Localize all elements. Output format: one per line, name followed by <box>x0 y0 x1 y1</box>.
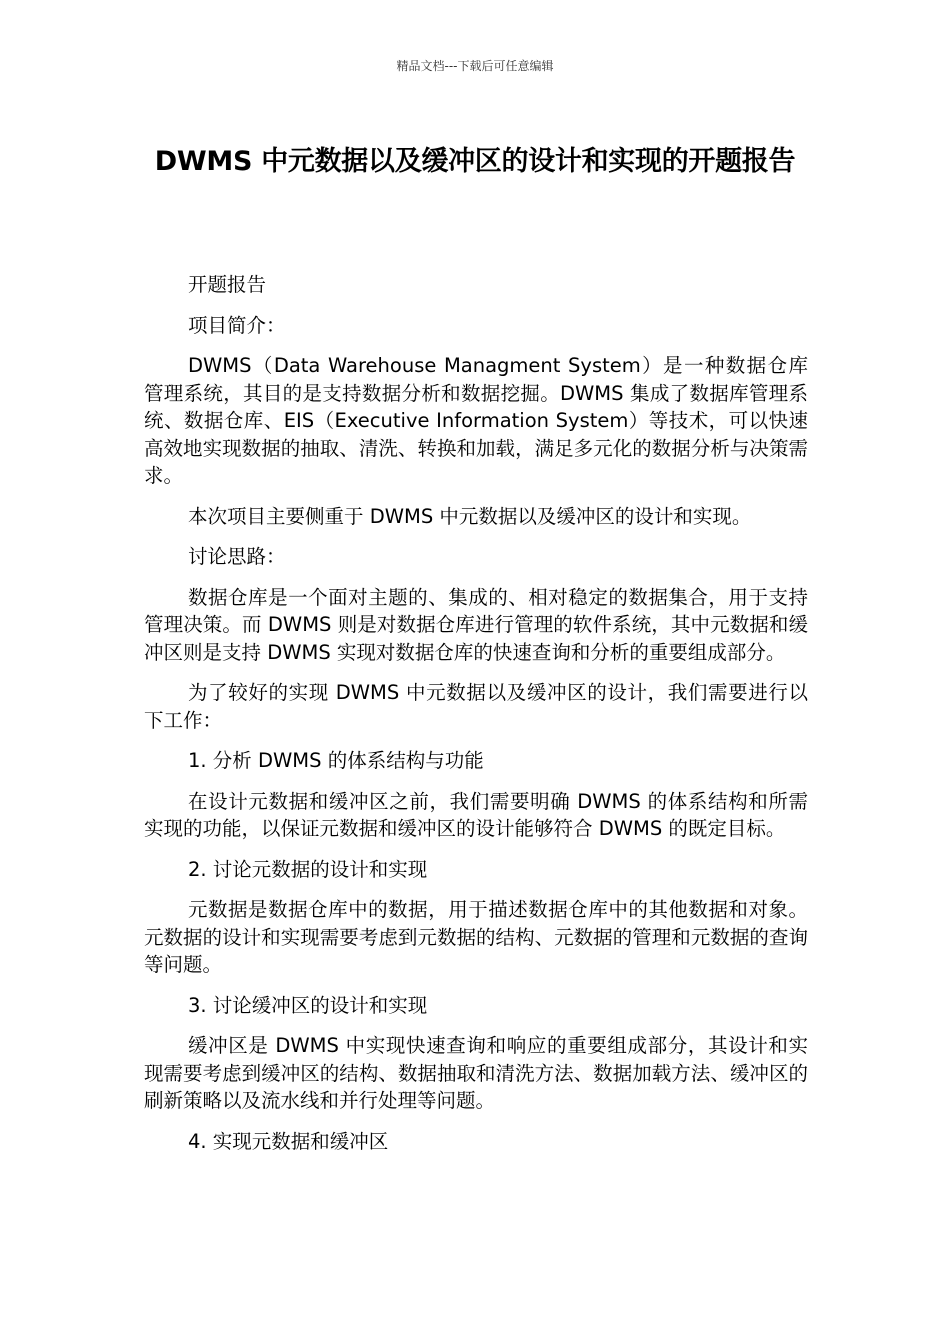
list-item-2-text: 元数据是数据仓库中的数据，用于描述数据仓库中的其他数据和对象。元数据的设计和实现需要考虑到元数据的结构、元数据的管理和元数据的查询等问题。 <box>144 898 808 976</box>
list-item-3-heading: 3. 讨论缓冲区的设计和实现 <box>188 993 428 1017</box>
list-item-1-heading: 1. 分析 DWMS 的体系结构与功能 <box>188 749 484 772</box>
paragraph-dwms-intro: DWMS（Data Warehouse Managment System）是一种数据仓库管理系统，其目的是支持数据分析和数据挖掘。DWMS 集成了数据库管理系统、数据仓库、EIS（Executive Information System）等技术，可以快速高效地实现数据的抽取、清洗、转换和加载，满足多元化的数据分析与决策需求。 <box>144 354 808 487</box>
paragraph-work-plan: 为了较好的实现 DWMS 中元数据以及缓冲区的设计，我们需要进行以下工作： <box>144 681 808 732</box>
section-heading-proposal: 开题报告 <box>188 273 267 296</box>
list-item-1-text: 在设计元数据和缓冲区之前，我们需要明确 DWMS 的体系结构和所需实现的功能，以保证元数据和缓冲区的设计能够符合 DWMS 的既定目标。 <box>144 789 808 840</box>
list-item-4-heading: 4. 实现元数据和缓冲区 <box>188 1129 389 1153</box>
list-item-2-heading: 2. 讨论元数据的设计和实现 <box>188 857 428 881</box>
section-heading-discussion: 讨论思路： <box>188 545 286 568</box>
document-title: DWMS 中元数据以及缓冲区的设计和实现的开题报告 <box>154 146 796 177</box>
paragraph-project-focus: 本次项目主要侧重于 DWMS 中元数据以及缓冲区的设计和实现。 <box>188 504 752 528</box>
page-header-note: 精品文档---下载后可任意编辑 <box>396 59 554 73</box>
list-item-3-text: 缓冲区是 DWMS 中实现快速查询和响应的重要组成部分，其设计和实现需要考虑到缓冲区的结构、数据抽取和清洗方法、数据加载方法、缓冲区的刷新策略以及流水线和并行处理等问题。 <box>144 1034 808 1112</box>
paragraph-data-warehouse: 数据仓库是一个面对主题的、集成的、相对稳定的数据集合，用于支持管理决策。而 DWMS 则是对数据仓库进行管理的软件系统，其中元数据和缓冲区则是支持 DWMS 实现对数据仓库的快速查询和分析的重要组成部分。 <box>144 585 808 664</box>
section-heading-project-intro: 项目简介： <box>188 313 286 337</box>
document-body <box>144 271 808 1168</box>
